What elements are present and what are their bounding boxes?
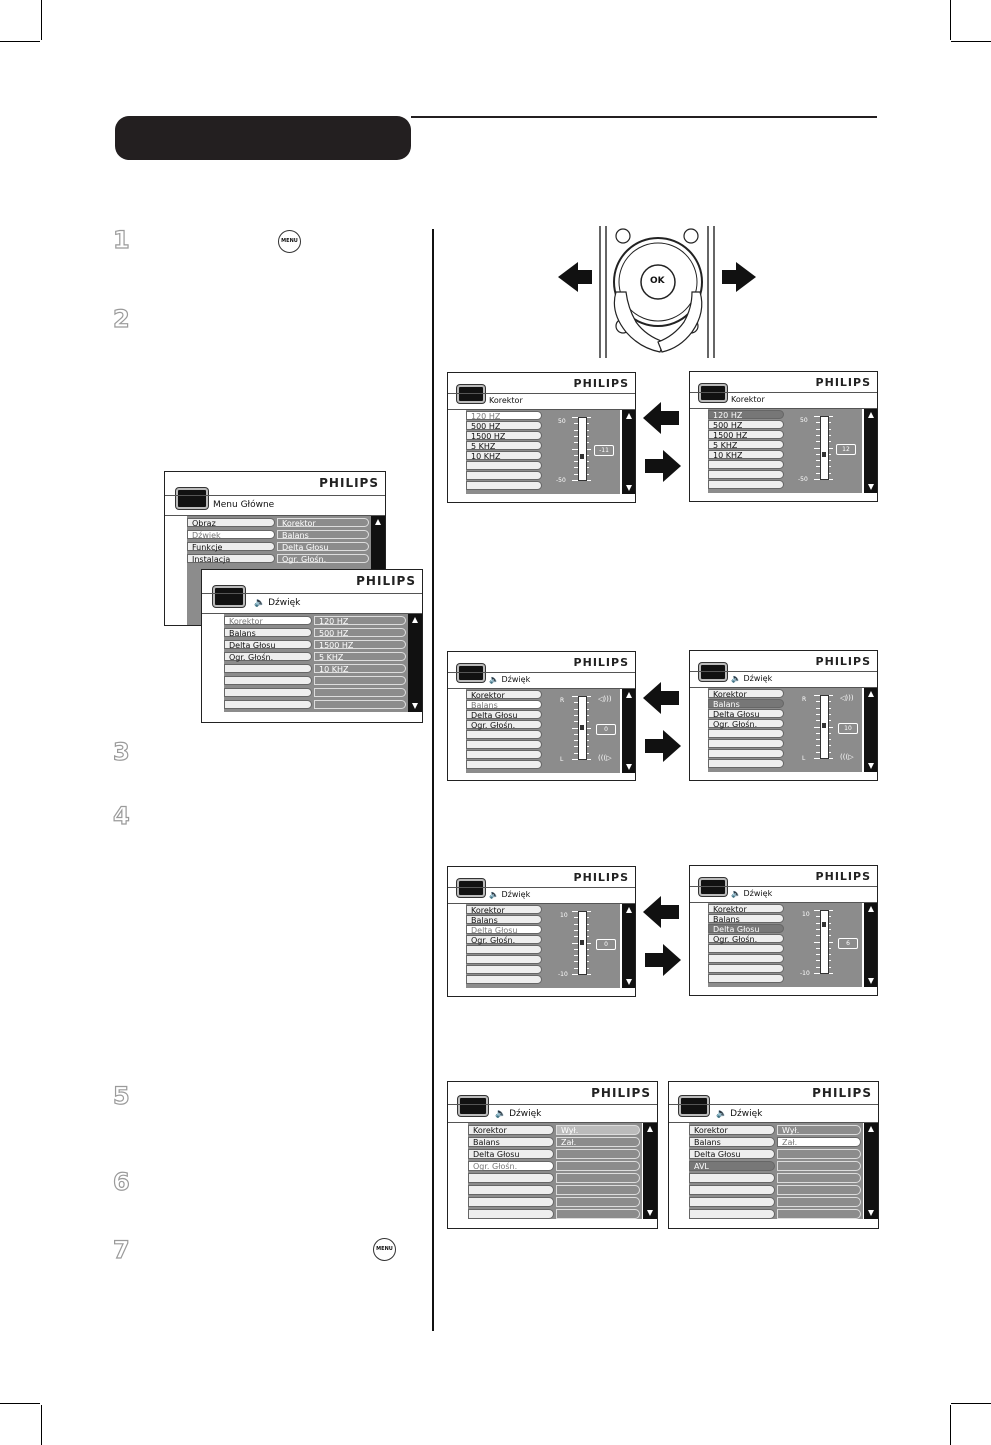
tv-icon (699, 384, 727, 402)
eq-band-label: 120 HZ (713, 411, 743, 420)
tv-icon (679, 1096, 709, 1116)
submenu-item[interactable] (277, 518, 369, 527)
menu-title-text: Dźwięk (730, 1109, 763, 1119)
menu-title-text: Dźwięk (501, 890, 531, 899)
eq-band-label: 10 KHZ (471, 452, 501, 461)
scrollbar[interactable] (622, 904, 635, 988)
menu-item[interactable] (466, 710, 542, 719)
submenu-item-label: 120 HZ (319, 617, 349, 626)
step-number: 7 (113, 1236, 130, 1264)
tv-icon (176, 488, 208, 509)
arrow-pair-icon (641, 680, 683, 764)
menu-item[interactable] (708, 934, 784, 943)
menu-item[interactable] (224, 640, 312, 649)
menu-item-label: Korektor (229, 617, 263, 626)
menu-item-label: Balans (229, 629, 256, 638)
menu-title-text: Dźwięk (501, 675, 531, 684)
menu-item-label: Ogr. Głośn. (473, 1162, 518, 1171)
option-label: Wył. (782, 1126, 800, 1135)
menu-item[interactable] (689, 1149, 775, 1159)
avl-screen-right (668, 1081, 879, 1229)
menu-item-label: Ogr. Głośn. (713, 720, 758, 729)
menu-item-label: Korektor (471, 691, 505, 700)
menu-title: 🔈 Dźwięk (731, 674, 773, 683)
submenu-item-label: 10 KHZ (319, 665, 349, 674)
submenu-item-label: 1500 HZ (319, 641, 354, 650)
menu-item-label: Funkcje (192, 543, 223, 552)
eq-band[interactable] (708, 440, 784, 449)
value-display: 10 (838, 723, 858, 734)
menu-item-obraz[interactable] (187, 518, 275, 527)
option-label: Wył. (561, 1126, 579, 1135)
option-item[interactable] (777, 1137, 861, 1147)
menu-item[interactable] (468, 1137, 554, 1147)
menu-item[interactable] (466, 935, 542, 944)
eq-band-label: 1500 HZ (471, 432, 506, 441)
menu-item-label: Balans (473, 1138, 500, 1147)
menu-title: 🔈 Dźwięk (495, 1109, 542, 1119)
philips-logo: PHILIPS (815, 655, 871, 668)
option-item[interactable] (556, 1125, 640, 1135)
crop-mark (0, 1403, 40, 1404)
menu-title-text: Dźwięk (743, 889, 773, 898)
menu-item[interactable] (466, 915, 542, 924)
menu-item-label: Delta Głosu (713, 710, 760, 719)
philips-logo: PHILIPS (573, 377, 629, 390)
slider-top-label: R (802, 696, 807, 703)
tv-icon (458, 1096, 488, 1116)
submenu-item[interactable] (277, 554, 369, 563)
menu-item-label: Korektor (713, 690, 747, 699)
avl-screen-left (447, 1081, 658, 1229)
delta-screen-left (447, 866, 636, 997)
menu-item[interactable] (708, 904, 784, 913)
crop-mark (951, 41, 991, 42)
value-display: 12 (836, 444, 856, 455)
crop-mark (950, 1405, 951, 1445)
menu-item[interactable] (468, 1149, 554, 1159)
menu-title: 🔈 Dźwięk (489, 675, 531, 684)
slider-bottom-label: L (802, 755, 806, 762)
submenu-item-label: Korektor (282, 519, 316, 528)
menu-item-label: Balans (471, 701, 498, 710)
option-label: Zał. (782, 1138, 798, 1147)
crop-mark (951, 1403, 991, 1404)
column-divider (432, 229, 434, 1331)
menu-button-icon: MENU (373, 1238, 396, 1261)
menu-item[interactable] (689, 1161, 775, 1171)
crop-mark (950, 0, 951, 40)
menu-item[interactable] (708, 914, 784, 923)
menu-item[interactable] (224, 616, 312, 625)
scrollbar[interactable] (622, 410, 635, 494)
eq-band[interactable] (466, 431, 542, 440)
slider-bottom-label: -10 (800, 970, 810, 977)
equalizer-screen-right (689, 371, 878, 502)
arrow-pair-icon (641, 894, 683, 978)
menu-item[interactable] (708, 699, 784, 708)
menu-item-label: Korektor (471, 906, 505, 915)
menu-item-label: Dźwięk (192, 531, 221, 540)
tv-icon (457, 385, 485, 403)
submenu-item[interactable] (314, 628, 406, 637)
header-rule (411, 116, 877, 118)
philips-logo: PHILIPS (591, 1086, 651, 1100)
value-display: 0 (596, 724, 616, 735)
submenu-item[interactable] (314, 640, 406, 649)
menu-item-label: AVL (694, 1162, 709, 1171)
slider-top-label: 50 (558, 418, 566, 425)
sound-menu-screen (201, 569, 423, 723)
menu-item-label: Balans (713, 700, 740, 709)
value-display: 6 (838, 938, 858, 949)
slider-bottom-label: L (560, 756, 564, 763)
eq-band[interactable] (708, 410, 784, 419)
scrollbar[interactable] (864, 688, 877, 772)
option-item[interactable] (556, 1137, 640, 1147)
philips-logo: PHILIPS (815, 870, 871, 883)
submenu-item[interactable] (314, 664, 406, 673)
menu-item[interactable] (708, 719, 784, 728)
ok-button-label: OK (650, 276, 665, 286)
equalizer-screen-left (447, 372, 636, 503)
scrollbar[interactable] (622, 689, 635, 773)
menu-item[interactable] (466, 720, 542, 729)
step-number: 5 (113, 1082, 130, 1110)
menu-item[interactable] (224, 628, 312, 637)
menu-item-funkcje[interactable] (187, 542, 275, 551)
eq-band[interactable] (708, 420, 784, 429)
speaker-icon: ◁))) (840, 694, 854, 702)
scrollbar[interactable] (864, 409, 877, 493)
tv-icon (699, 878, 727, 896)
slider-top-label: 50 (800, 417, 808, 424)
eq-band[interactable] (466, 421, 542, 430)
menu-item[interactable] (689, 1137, 775, 1147)
menu-item[interactable] (708, 689, 784, 698)
menu-item[interactable] (466, 700, 542, 709)
slider-top-label: R (560, 697, 565, 704)
scrollbar[interactable] (864, 1123, 878, 1219)
tv-icon (699, 663, 727, 681)
tv-icon (213, 586, 245, 607)
menu-title-text: Dźwięk (268, 598, 301, 608)
scrollbar[interactable] (408, 614, 422, 712)
submenu-item-label: Delta Głosu (282, 543, 329, 552)
submenu-item-label: 5 KHZ (319, 653, 344, 662)
philips-logo: PHILIPS (356, 574, 416, 588)
tv-icon (457, 879, 485, 897)
menu-item-instalacja[interactable] (187, 554, 275, 563)
menu-item-label: Balans (694, 1138, 721, 1147)
balance-screen-left (447, 651, 636, 781)
menu-item[interactable] (468, 1161, 554, 1171)
crop-mark (41, 1405, 42, 1445)
menu-title: Korektor (489, 396, 523, 405)
step-number: 2 (113, 305, 130, 333)
menu-item[interactable] (224, 652, 312, 661)
submenu-item-label: Balans (282, 531, 309, 540)
menu-item-label: Korektor (473, 1126, 507, 1135)
slider-top-label: 10 (560, 912, 568, 919)
speaker-icon: (((▷ (598, 754, 612, 762)
crop-mark (0, 41, 40, 42)
menu-title: 🔈 Dźwięk (716, 1109, 763, 1119)
value-display: 0 (596, 939, 616, 950)
menu-item-label: Korektor (713, 905, 747, 914)
scrollbar[interactable] (643, 1123, 657, 1219)
submenu-item-label: 500 HZ (319, 629, 349, 638)
option-label: Zał. (561, 1138, 577, 1147)
menu-item-label: Delta Głosu (694, 1150, 741, 1159)
step-number: 6 (113, 1168, 130, 1196)
eq-band[interactable] (708, 430, 784, 439)
option-item[interactable] (777, 1125, 861, 1135)
menu-item-dzwiek[interactable] (187, 530, 275, 539)
menu-item-label: Delta Głosu (229, 641, 276, 650)
submenu-item[interactable] (314, 652, 406, 661)
remote-control-illustration (556, 222, 762, 358)
menu-item[interactable] (689, 1125, 775, 1135)
menu-item-label: Delta Głosu (473, 1150, 520, 1159)
philips-logo: PHILIPS (319, 476, 379, 490)
menu-title-text: Dźwięk (743, 674, 773, 683)
delta-screen-right (689, 865, 878, 996)
submenu-item[interactable] (277, 542, 369, 551)
step-number: 3 (113, 738, 130, 766)
menu-item-label: Balans (713, 915, 740, 924)
eq-band[interactable] (466, 451, 542, 460)
menu-title: 🔈 Dźwięk (731, 889, 773, 898)
menu-item-label: Ogr. Głośn. (713, 935, 758, 944)
menu-item-label: Delta Głosu (471, 926, 518, 935)
menu-title: Korektor (731, 395, 765, 404)
eq-band-label: 5 KHZ (713, 441, 738, 450)
slider-bottom-label: -10 (558, 971, 568, 978)
philips-logo: PHILIPS (812, 1086, 872, 1100)
menu-item-label: Korektor (694, 1126, 728, 1135)
menu-item-label: Ogr. Głośn. (471, 721, 516, 730)
menu-item-label: Ogr. Głośn. (229, 653, 274, 662)
slider-bottom-label: -50 (556, 477, 566, 484)
menu-title: Menu Główne (213, 500, 275, 510)
menu-item-label: Obraz (192, 519, 216, 528)
crop-mark (41, 0, 42, 40)
menu-item-label: Ogr. Głośn. (471, 936, 516, 945)
philips-logo: PHILIPS (573, 871, 629, 884)
step-number: 4 (113, 802, 130, 830)
menu-item-label: Delta Głosu (713, 925, 760, 934)
eq-band[interactable] (708, 450, 784, 459)
speaker-icon: (((▷ (840, 753, 854, 761)
menu-item-label: Balans (471, 916, 498, 925)
menu-title: 🔈 Dźwięk (254, 598, 301, 608)
eq-band[interactable] (466, 441, 542, 450)
eq-band-label: 500 HZ (471, 422, 501, 431)
menu-item-label: Instalacja (192, 555, 231, 564)
eq-band-label: 10 KHZ (713, 451, 743, 460)
philips-logo: PHILIPS (573, 656, 629, 669)
menu-item[interactable] (466, 690, 542, 699)
slider-bottom-label: -50 (798, 476, 808, 483)
menu-title-text: Dźwięk (509, 1109, 542, 1119)
eq-band-label: 1500 HZ (713, 431, 748, 440)
menu-item[interactable] (708, 924, 784, 933)
speaker-icon: ◁))) (598, 695, 612, 703)
menu-item-label: Delta Głosu (471, 711, 518, 720)
eq-band-label: 5 KHZ (471, 442, 496, 451)
slider-top-label: 10 (802, 911, 810, 918)
eq-band-label: 500 HZ (713, 421, 743, 430)
submenu-item[interactable] (314, 616, 406, 625)
eq-band[interactable] (466, 411, 542, 420)
submenu-item-label: Ogr. Głośn. (282, 555, 327, 564)
step-number: 1 (113, 226, 130, 254)
menu-item[interactable] (466, 925, 542, 934)
eq-band-label: 120 HZ (471, 412, 501, 421)
submenu-item[interactable] (277, 530, 369, 539)
scrollbar[interactable] (864, 903, 877, 987)
menu-title: 🔈 Dźwięk (489, 890, 531, 899)
menu-button-icon: MENU (278, 230, 301, 253)
tv-icon (457, 664, 485, 682)
balance-screen-right (689, 650, 878, 781)
menu-item[interactable] (466, 905, 542, 914)
menu-item[interactable] (468, 1125, 554, 1135)
philips-logo: PHILIPS (815, 376, 871, 389)
value-display: -11 (594, 445, 614, 456)
section-header-bar (115, 116, 411, 160)
arrow-pair-icon (641, 400, 683, 484)
menu-item[interactable] (708, 709, 784, 718)
